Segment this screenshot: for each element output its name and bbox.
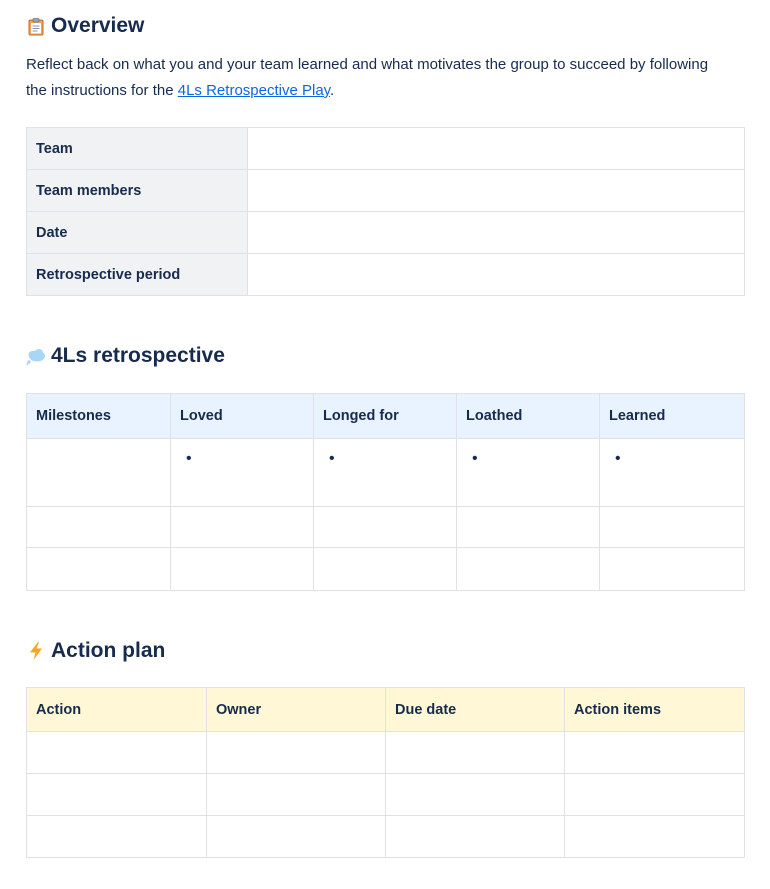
action-cell[interactable]	[27, 732, 207, 774]
retrospective-period-label: Retrospective period	[27, 254, 248, 296]
loathed-cell[interactable]	[457, 439, 600, 507]
overview-description	[26, 52, 726, 104]
action-cell[interactable]	[27, 774, 207, 816]
loathed-cell[interactable]	[457, 507, 600, 548]
overview-heading	[26, 14, 144, 38]
team-label: Team	[27, 128, 248, 170]
table-row	[27, 507, 745, 548]
action-items-cell[interactable]	[565, 816, 745, 858]
thought-bubble-icon	[26, 346, 46, 366]
loved-cell[interactable]	[171, 439, 314, 507]
owner-cell[interactable]	[207, 732, 386, 774]
longed-for-cell[interactable]	[314, 548, 457, 591]
milestones-header: Milestones	[27, 394, 171, 439]
loathed-header: Loathed	[457, 394, 600, 439]
loathed-cell[interactable]	[457, 548, 600, 591]
retrospective-period-value-cell[interactable]	[248, 254, 745, 296]
action-plan-title: Action plan	[51, 639, 166, 662]
bullet: •	[186, 450, 192, 467]
team-members-label: Team members	[27, 170, 248, 212]
longed-for-header: Longed for	[314, 394, 457, 439]
table-row	[27, 774, 745, 816]
learned-cell[interactable]	[600, 507, 745, 548]
longed-for-cell[interactable]	[314, 507, 457, 548]
retro-table	[26, 393, 745, 591]
action-plan-heading	[26, 639, 165, 663]
milestones-cell[interactable]	[27, 548, 171, 591]
learned-header: Learned	[600, 394, 745, 439]
lightning-icon	[26, 641, 46, 661]
loved-cell[interactable]	[171, 548, 314, 591]
loved-cell[interactable]	[171, 507, 314, 548]
retro-header-row	[27, 394, 745, 439]
milestones-cell[interactable]	[27, 507, 171, 548]
learned-cell[interactable]	[600, 548, 745, 591]
date-value-cell[interactable]	[248, 212, 745, 254]
due-date-header: Due date	[386, 688, 565, 732]
action-cell[interactable]	[27, 816, 207, 858]
team-value-cell[interactable]	[248, 128, 745, 170]
retro-title: 4Ls retrospective	[51, 344, 225, 367]
clipboard-icon	[26, 16, 46, 36]
bullet: •	[615, 450, 621, 467]
4ls-retrospective-play-link[interactable]: 4Ls Retrospective Play	[177, 82, 331, 99]
bullet: •	[329, 450, 335, 467]
overview-description-end: .	[330, 82, 335, 99]
table-row	[27, 732, 745, 774]
team-members-value-cell[interactable]	[248, 170, 745, 212]
action-plan-table	[26, 687, 745, 858]
overview-description-text: Reflect back on what you and your team learned and what motivates the group to succeed by following the instructions for the	[26, 56, 709, 99]
retro-heading	[26, 344, 225, 368]
table-row	[27, 212, 745, 254]
table-row	[27, 254, 745, 296]
table-row	[27, 548, 745, 591]
milestones-cell[interactable]	[27, 439, 171, 507]
table-row	[27, 170, 745, 212]
owner-cell[interactable]	[207, 774, 386, 816]
due-date-cell[interactable]	[386, 774, 565, 816]
loved-header: Loved	[171, 394, 314, 439]
bullet: •	[472, 450, 478, 467]
action-header-row	[27, 688, 745, 732]
overview-title: Overview	[51, 14, 145, 37]
overview-table	[26, 127, 745, 296]
due-date-cell[interactable]	[386, 816, 565, 858]
action-items-cell[interactable]	[565, 774, 745, 816]
owner-header: Owner	[207, 688, 386, 732]
action-items-header: Action items	[565, 688, 745, 732]
due-date-cell[interactable]	[386, 732, 565, 774]
learned-cell[interactable]	[600, 439, 745, 507]
action-header: Action	[27, 688, 207, 732]
owner-cell[interactable]	[207, 816, 386, 858]
longed-for-cell[interactable]	[314, 439, 457, 507]
table-row	[27, 439, 745, 507]
action-items-cell[interactable]	[565, 732, 745, 774]
table-row	[27, 816, 745, 858]
table-row	[27, 128, 745, 170]
date-label: Date	[27, 212, 248, 254]
